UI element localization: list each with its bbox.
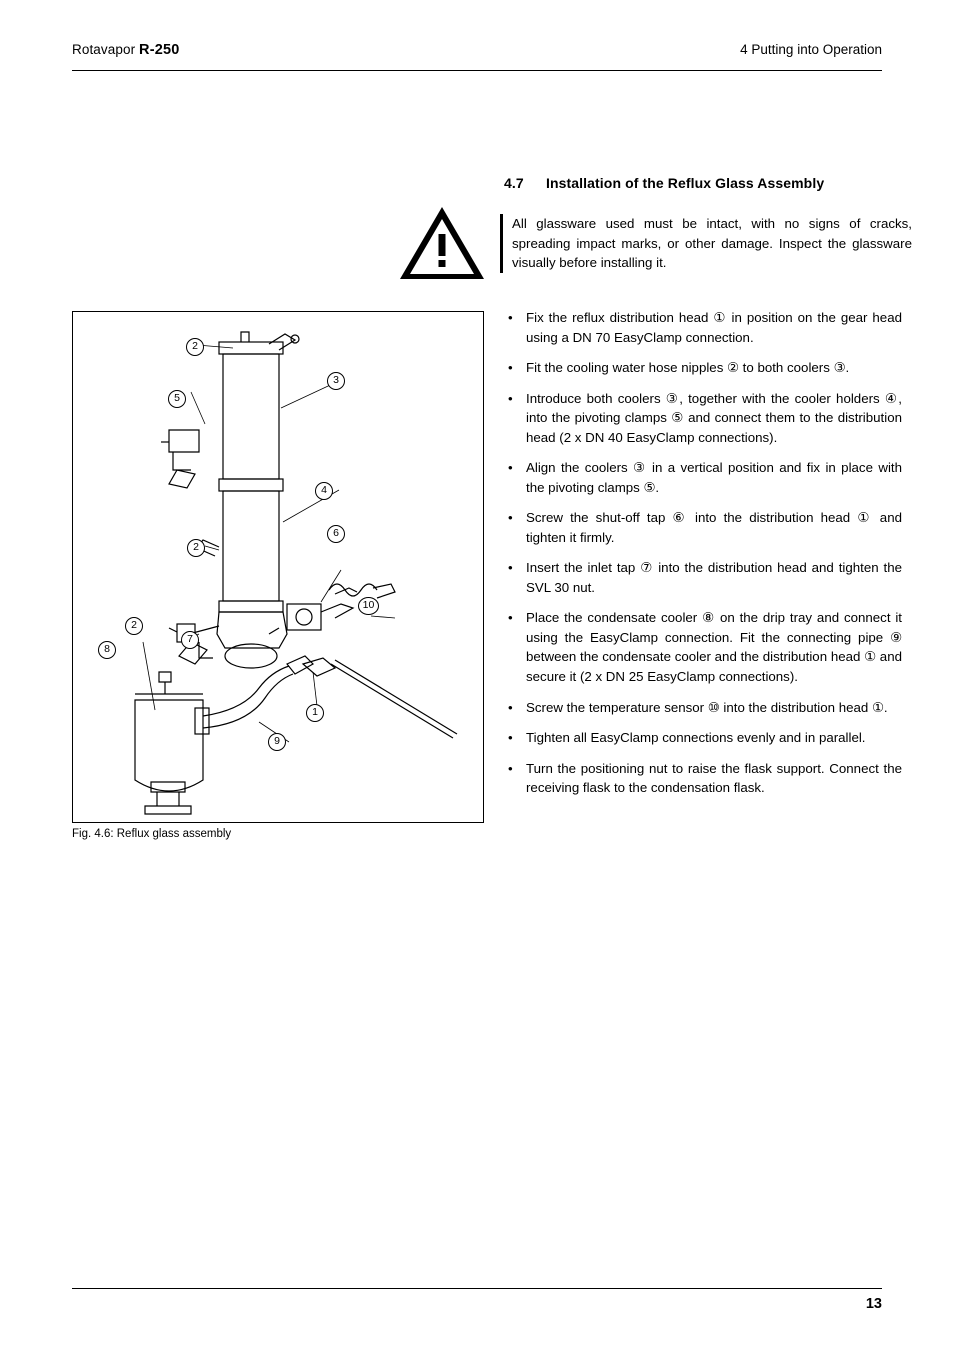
header-product-model: R-250 <box>139 42 180 58</box>
list-item: • Fix the reflux distribution head ① in position on the gear head using a DN 70 EasyClamp connection. <box>504 308 902 347</box>
figure-callout-10: 10 <box>358 597 379 615</box>
list-item: • Place the condensate cooler ⑧ on the drip tray and connect it using the EasyClamp connection. Fit the connecting pipe ⑨ between the condensate cooler and the distribution head ① and secure it (2 x DN 25 EasyClamp connections). <box>504 608 902 686</box>
figure-callout-6: 6 <box>327 525 345 543</box>
figure-callout-7: 7 <box>181 631 199 649</box>
header-chapter: 4 Putting into Operation <box>740 42 882 57</box>
page-header <box>72 42 882 58</box>
list-item: • Align the coolers ③ in a vertical position and fix in place with the pivoting clamps ⑤. <box>504 458 902 497</box>
list-item: • Introduce both coolers ③, together with the cooler holders ④, into the pivoting clamps ⑤ and connect them to the distribution head (2 x DN 40 EasyClamp connections). <box>504 389 902 448</box>
figure-callout-9: 9 <box>268 733 286 751</box>
list-item: • Insert the inlet tap ⑦ into the distribution head and tighten the SVL 30 nut. <box>504 558 902 597</box>
list-item: • Screw the temperature sensor ⑩ into the distribution head ①. <box>504 698 902 718</box>
figure-caption: Fig. 4.6: Reflux glass assembly <box>72 828 232 840</box>
list-item: • Turn the positioning nut to raise the flask support. Connect the receiving flask to the condensation flask. <box>504 759 902 798</box>
section-heading <box>504 175 894 191</box>
page-number: 13 <box>865 1296 882 1312</box>
figure-callout-5: 5 <box>168 390 186 408</box>
header-divider <box>72 70 882 71</box>
header-product <box>72 42 180 58</box>
footer-divider <box>72 1288 882 1289</box>
figure-callout-4: 4 <box>315 482 333 500</box>
section-title: Installation of the Reflux Glass Assembly <box>546 175 825 191</box>
warning-triangle-icon <box>398 204 486 282</box>
figure-reflux-glass-assembly <box>72 311 484 823</box>
figure-callout-8: 8 <box>98 641 116 659</box>
list-item: • Fit the cooling water hose nipples ② to both coolers ③. <box>504 358 902 378</box>
instruction-list <box>504 308 902 809</box>
header-product-name: Rotavapor <box>72 42 140 57</box>
figure-callout-1: 1 <box>306 704 324 722</box>
figure-callout-2c: 2 <box>125 617 143 635</box>
section-number: 4.7 <box>504 175 524 191</box>
figure-callout-2: 2 <box>186 338 204 356</box>
list-item: • Screw the shut-off tap ⑥ into the distribution head ① and tighten it firmly. <box>504 508 902 547</box>
figure-callout-2b: 2 <box>187 539 205 557</box>
list-item: • Tighten all EasyClamp connections evenly and in parallel. <box>504 728 902 748</box>
figure-callout-3: 3 <box>327 372 345 390</box>
warning-note: All glassware used must be intact, with no signs of cracks, spreading impact marks, or other damage. Inspect the glassware visually before installing it. <box>500 214 912 273</box>
